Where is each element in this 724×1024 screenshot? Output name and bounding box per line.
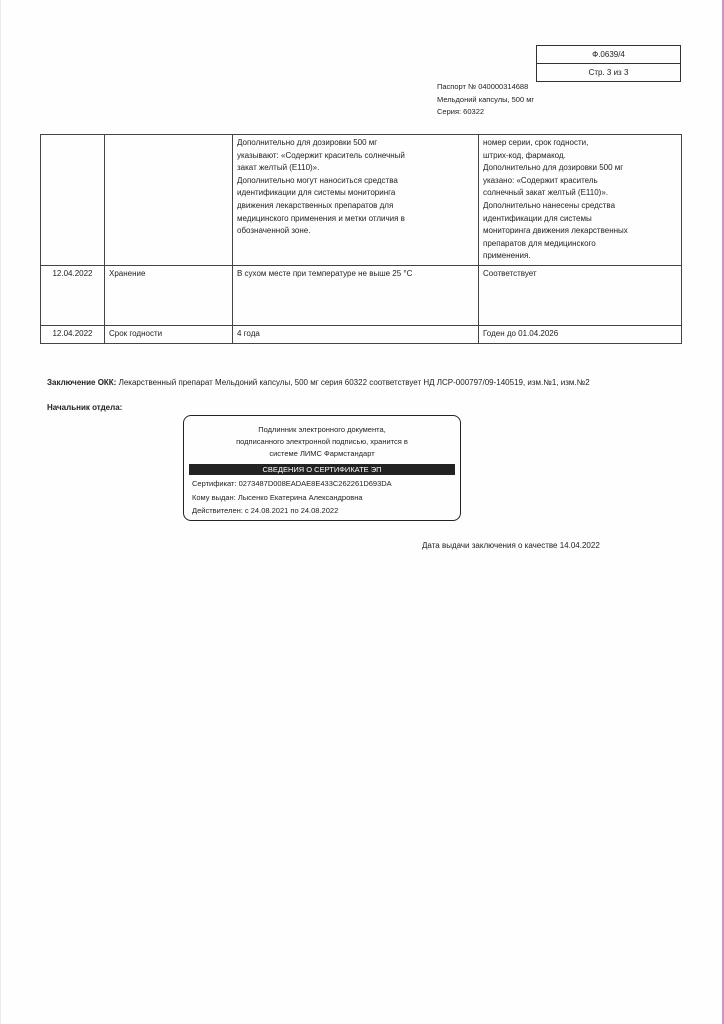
row3-result: Годен до 01.04.2026 [479, 326, 682, 344]
certificate-issued-to: Кому выдан: Лысенко Екатерина Александровна [192, 492, 363, 502]
row2-indicator: Хранение [105, 266, 233, 326]
table-row [41, 326, 682, 344]
result-line: препаратов для медицинского [483, 238, 596, 248]
result-line: применения. [483, 251, 531, 261]
conclusion-label: Заключение ОКК: [47, 378, 117, 387]
form-code: Ф.0639/4 [592, 50, 625, 59]
series-number: Серия: 60322 [437, 107, 485, 116]
result-line: солнечный закат желтый (Е110)». [483, 188, 609, 198]
row2-result: Соответствует [479, 266, 682, 326]
result-line: указано: «Содержит краситель [483, 175, 598, 185]
result-line: Дополнительно для дозировки 500 мг [483, 163, 624, 173]
certificate-validity: Действителен: с 24.08.2021 по 24.08.2022 [192, 506, 339, 515]
requirement-line: Дополнительно могут наноситься средства [237, 175, 398, 185]
requirement-line: движения лекарственных препаратов для [237, 200, 394, 210]
result-line: номер серии, срок годности, [483, 138, 589, 147]
row2-requirement: В сухом месте при температуре не выше 25 °С [233, 266, 479, 326]
table-row [41, 135, 682, 266]
row3-date: 12.04.2022 [41, 326, 105, 344]
row1-requirement [233, 135, 479, 266]
certificate-info-bar: СВЕДЕНИЯ О СЕРТИФИКАТЕ ЭП [189, 464, 455, 475]
row3-requirement: 4 года [233, 326, 479, 344]
product-name: Мельдоний капсулы, 500 мг [437, 94, 535, 104]
table-row [41, 266, 682, 326]
requirement-line: Дополнительно для дозировки 500 мг [237, 138, 378, 147]
row1-indicator [105, 135, 233, 266]
conclusion [47, 376, 607, 389]
result-line: идентификации для системы [483, 213, 592, 223]
electronic-signature-stamp [183, 415, 461, 521]
requirement-line: закат желтый (Е110)». [237, 163, 320, 173]
certificate-number: Сертификат: 0273487D008EADAE8E433C262261D693DA [192, 479, 392, 488]
row3-indicator: Срок годности [105, 326, 233, 344]
issue-date: Дата выдачи заключения о качестве 14.04.2022 [422, 541, 600, 550]
esign-header [184, 424, 460, 460]
conclusion-text: Лекарственный препарат Мельдоний капсулы, 500 мг серия 60322 соответствует НД ЛСР-000797/09-140519, изм.№1, изм.№2 [118, 378, 590, 387]
chief-label: Начальник отдела: [47, 403, 123, 412]
requirement-line: идентификации для системы мониторинга [237, 188, 396, 198]
passport-block [437, 81, 534, 119]
passport-number: Паспорт № 040000314688 [437, 82, 529, 91]
result-line: мониторинга движения лекарственных [483, 226, 628, 236]
page-left-edge [0, 0, 1, 1024]
page-number: Стр. 3 из 3 [537, 63, 680, 81]
row1-date [41, 135, 105, 266]
requirement-line: указывают: «Содержит краситель солнечный [237, 150, 405, 160]
requirement-line: медицинского применения и метки отличия в [237, 213, 405, 223]
row1-result [479, 135, 682, 266]
esign-line: Подлинник электронного документа, [258, 425, 386, 434]
form-code-box [536, 45, 681, 82]
requirement-line: обозначенной зоне. [237, 226, 311, 236]
result-line: Дополнительно нанесены средства [483, 200, 616, 210]
esign-line: системе ЛИМС Фармстандарт [269, 449, 375, 458]
esign-line: подписанного электронной подписью, хранится в [236, 437, 408, 446]
results-table [40, 134, 682, 344]
row2-date: 12.04.2022 [41, 266, 105, 326]
result-line: штрих-код, фармакод. [483, 150, 566, 160]
certificate-details [192, 477, 452, 518]
